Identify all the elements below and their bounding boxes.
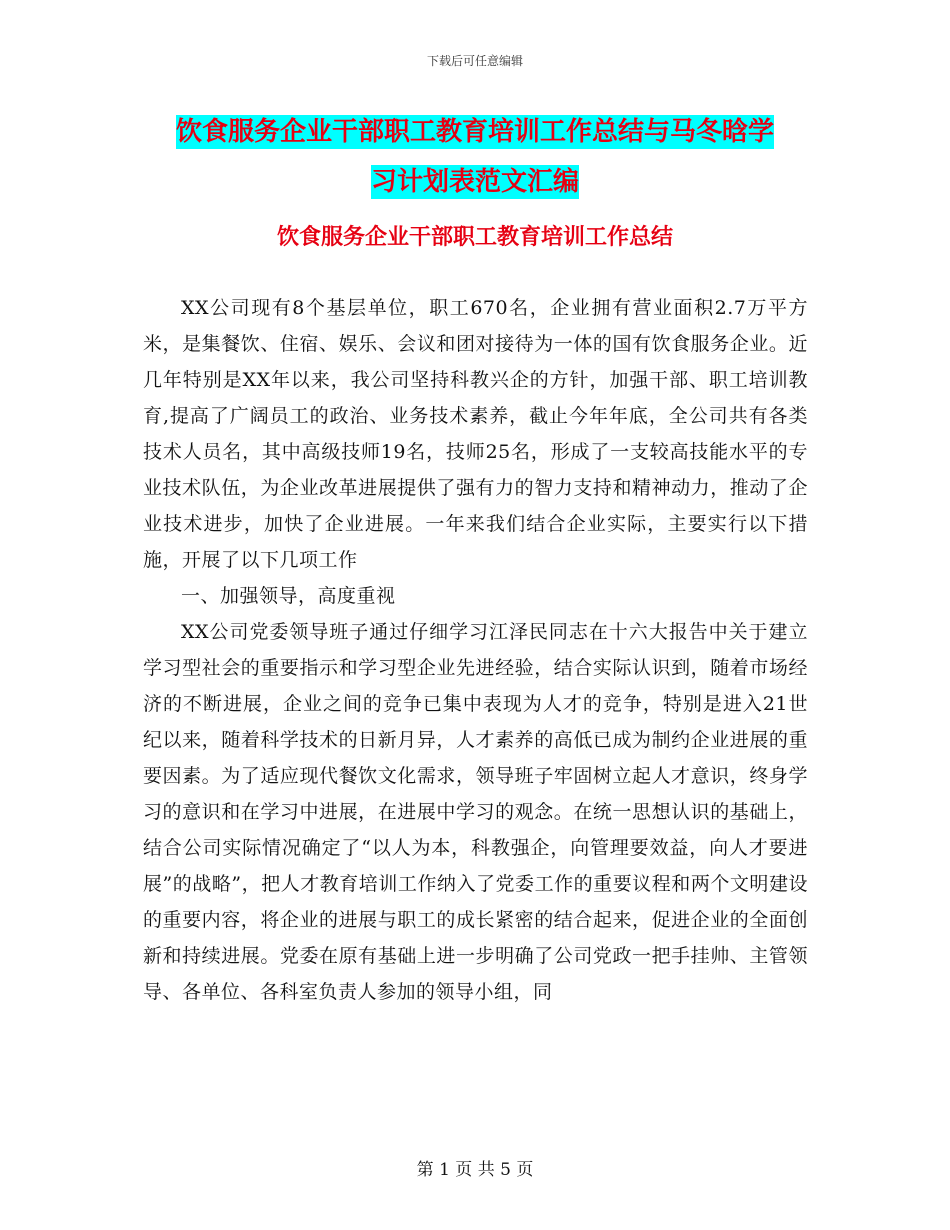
title-line-1: 饮食服务企业干部职工教育培训工作总结与马冬晗学 <box>175 117 774 147</box>
header-note: 下载后可任意编辑 <box>426 54 523 68</box>
section-title: 饮食服务企业干部职工教育培训工作总结 <box>276 224 673 250</box>
document-title <box>140 107 810 207</box>
paragraph-intro: XX公司现有8个基层单位，职工670名，企业拥有营业面积2.7万平方米，是集餐饮、住宿、娱乐、会议和团对接待为一体的国有饮食服务企业。近几年特别是XX年以来，我公司坚持科教兴企的方针，加强干部、职工培训教育,提高了广阔员工的政治、业务技术素养，截止今年年底，全公司共有各类技术人员名，其中高级技师19名，技师25名，形成了一支较高技能水平的专业技术队伍，为企业改革进展提供了强有力的智力支持和精神动力，推动了企业技术进步，加快了企业进展。一年来我们结合企业实际，主要实行以下措施，开展了以下几项工作 <box>143 297 808 571</box>
title-line-2: 习计划表范文汇编 <box>370 167 579 197</box>
paragraph-leadership: XX公司党委领导班子通过仔细学习江泽民同志在十六大报告中关于建立学习型社会的重要指示和学习型企业先进经验，结合实际认识到，随着市场经济的不断进展，企业之间的竞争已集中表现为人才的竞争，特别是进入21世纪以来，随着科学技术的日新月异，人才素养的高低已成为制约企业进展的重要因素。为了适应现代餐饮文化需求，领导班子牢固树立起人才意识，终身学习的意识和在学习中进展，在进展中学习的观念。在统一思想认识的基础上，结合公司实际情况确定了“以人为本，科教强企，向管理要效益，向人才要进展”的战略”，把人才教育培训工作纳入了党委工作的重要议程和两个文明建设的重要内容，将企业的进展与职工的成长紧密的结合起来，促进企业的全面创新和持续进展。党委在原有基础上进一步明确了公司党政一把手挂帅、主管领导、各单位、各科室负责人参加的领导小组，同 <box>143 621 808 1003</box>
paragraph-heading-1: 一、加强领导，高度重视 <box>181 585 396 607</box>
page-footer: 第 1 页 共 5 页 <box>416 1160 534 1180</box>
body-text <box>143 290 808 1010</box>
